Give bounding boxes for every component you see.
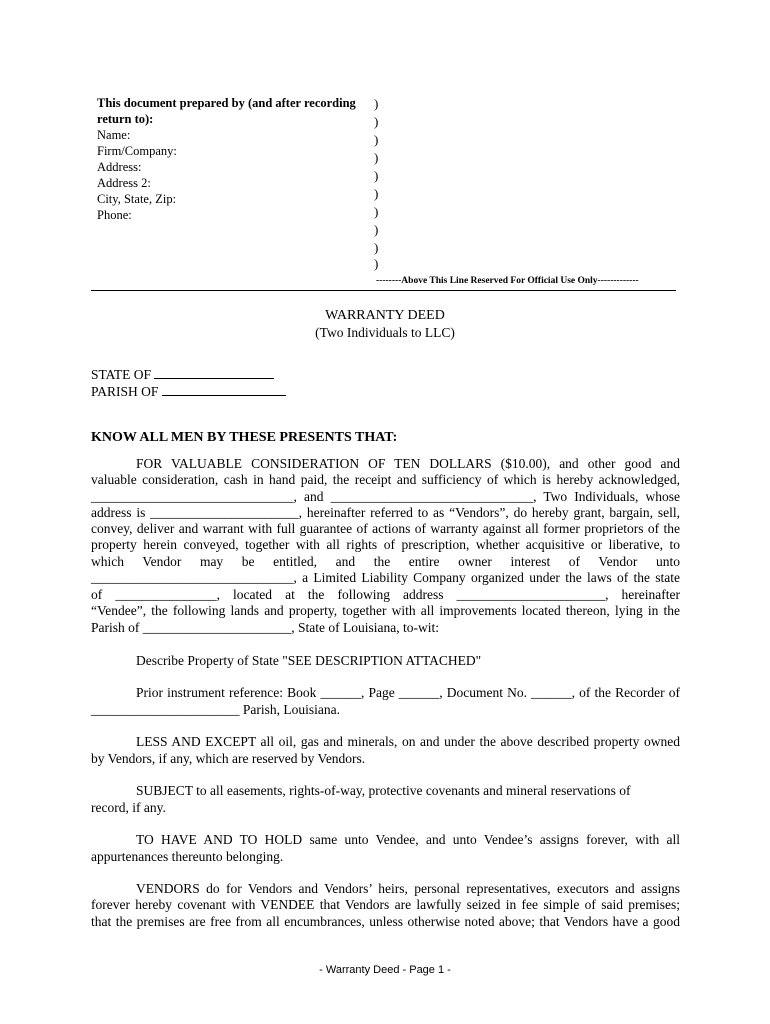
prior-instrument-line: Prior instrument reference: Book ______, Page ______, Document No. ______, of the Recorder of	[136, 685, 680, 700]
less-except-line: LESS AND EXCEPT all oil, gas and minerals, on and under the above described property owned	[136, 734, 680, 749]
body-line: address is ______________________, hereinafter referred to as “Vendors”, do hereby grant, bargain, sell,	[91, 505, 680, 520]
to-have-line: TO HAVE AND TO HOLD same unto Vendee, and unto Vendee’s assigns forever, with all	[136, 832, 680, 847]
bracket-paren: )	[374, 222, 379, 237]
body-line: convey, deliver and warrant with full guarantee of actions of warranty against all former proprietors of the	[91, 521, 680, 536]
document-subtitle: (Two Individuals to LLC)	[315, 325, 455, 340]
prior-instrument-line: ______________________ Parish, Louisiana.	[91, 702, 340, 717]
city-state-zip-label: City, State, Zip:	[97, 192, 177, 206]
body-line: valuable consideration, cash in hand paid, the receipt and sufficiency of which is hereby acknowledged,	[91, 472, 680, 487]
body-line: “Vendee”, the following lands and property, together with all improvements located thereon, lying in the	[91, 603, 680, 618]
describe-property-line: Describe Property of State "SEE DESCRIPTION ATTACHED"	[136, 653, 482, 668]
bracket-paren: )	[374, 132, 379, 147]
less-except-line: by Vendors, if any, which are reserved by Vendors.	[91, 751, 366, 766]
bracket-paren: )	[374, 114, 379, 129]
address-label: Address:	[97, 160, 142, 174]
vendors-covenant-line: that the premises are free from all encumbrances, unless otherwise noted above; that Vendors have a good	[91, 914, 680, 929]
body-line: ______________________________, a Limited Liability Company organized under the laws of the state	[91, 570, 680, 585]
vendors-covenant-line: VENDORS do for Vendors and Vendors’ heirs, personal representatives, executors and assigns	[136, 881, 680, 896]
official-use-divider	[91, 290, 676, 291]
to-have-line: appurtenances thereunto belonging.	[91, 849, 284, 864]
address2-label: Address 2:	[97, 176, 151, 190]
bracket-paren: )	[374, 168, 379, 183]
body-line: which Vendor may be entitled, and the entire owner interest of Vendor unto	[91, 554, 680, 569]
body-line: of _______________, located at the following address ______________________, hereinafter	[91, 587, 680, 602]
parish-blank[interactable]	[162, 383, 286, 396]
bracket-paren: )	[374, 256, 379, 271]
firm-label: Firm/Company:	[97, 144, 177, 158]
bracket-paren: )	[374, 96, 379, 111]
body-line: ______________________________, and ______________________________, Two Individuals, whose	[91, 489, 680, 504]
official-use-line-label: --------Above This Line Reserved For Official Use Only-------------	[376, 276, 639, 286]
bracket-paren: )	[374, 240, 379, 255]
parish-of-field	[91, 383, 286, 400]
body-line: property herein conveyed, together with all rights of prescription, whether acquisitive or liberative, to	[91, 537, 680, 552]
parish-of-label: PARISH OF	[91, 384, 159, 399]
phone-label: Phone:	[97, 208, 132, 222]
bracket-paren: )	[374, 150, 379, 165]
bracket-paren: )	[374, 204, 379, 219]
page-footer: - Warranty Deed - Page 1 -	[319, 964, 451, 976]
prepared-by-line-1: This document prepared by (and after recording	[97, 96, 356, 110]
body-line: Parish of ______________________, State of Louisiana, to-wit:	[91, 620, 439, 635]
subject-to-line: SUBJECT to all easements, rights-of-way, protective covenants and mineral reservations of	[136, 783, 631, 798]
state-of-label: STATE OF	[91, 367, 152, 382]
prepared-by-line-2: return to):	[97, 112, 154, 126]
vendors-covenant-line: forever hereby covenant with VENDEE that Vendors are lawfully seized in fee simple of said premises;	[91, 897, 680, 912]
know-all-heading: KNOW ALL MEN BY THESE PRESENTS THAT:	[91, 430, 398, 445]
subject-to-line: record, if any.	[91, 800, 166, 815]
body-line: FOR VALUABLE CONSIDERATION OF TEN DOLLARS ($10.00), and other good and	[136, 456, 680, 471]
state-blank[interactable]	[154, 366, 274, 379]
document-title: WARRANTY DEED	[325, 308, 445, 323]
bracket-paren: )	[374, 186, 379, 201]
state-of-field	[91, 366, 274, 383]
name-label: Name:	[97, 128, 131, 142]
